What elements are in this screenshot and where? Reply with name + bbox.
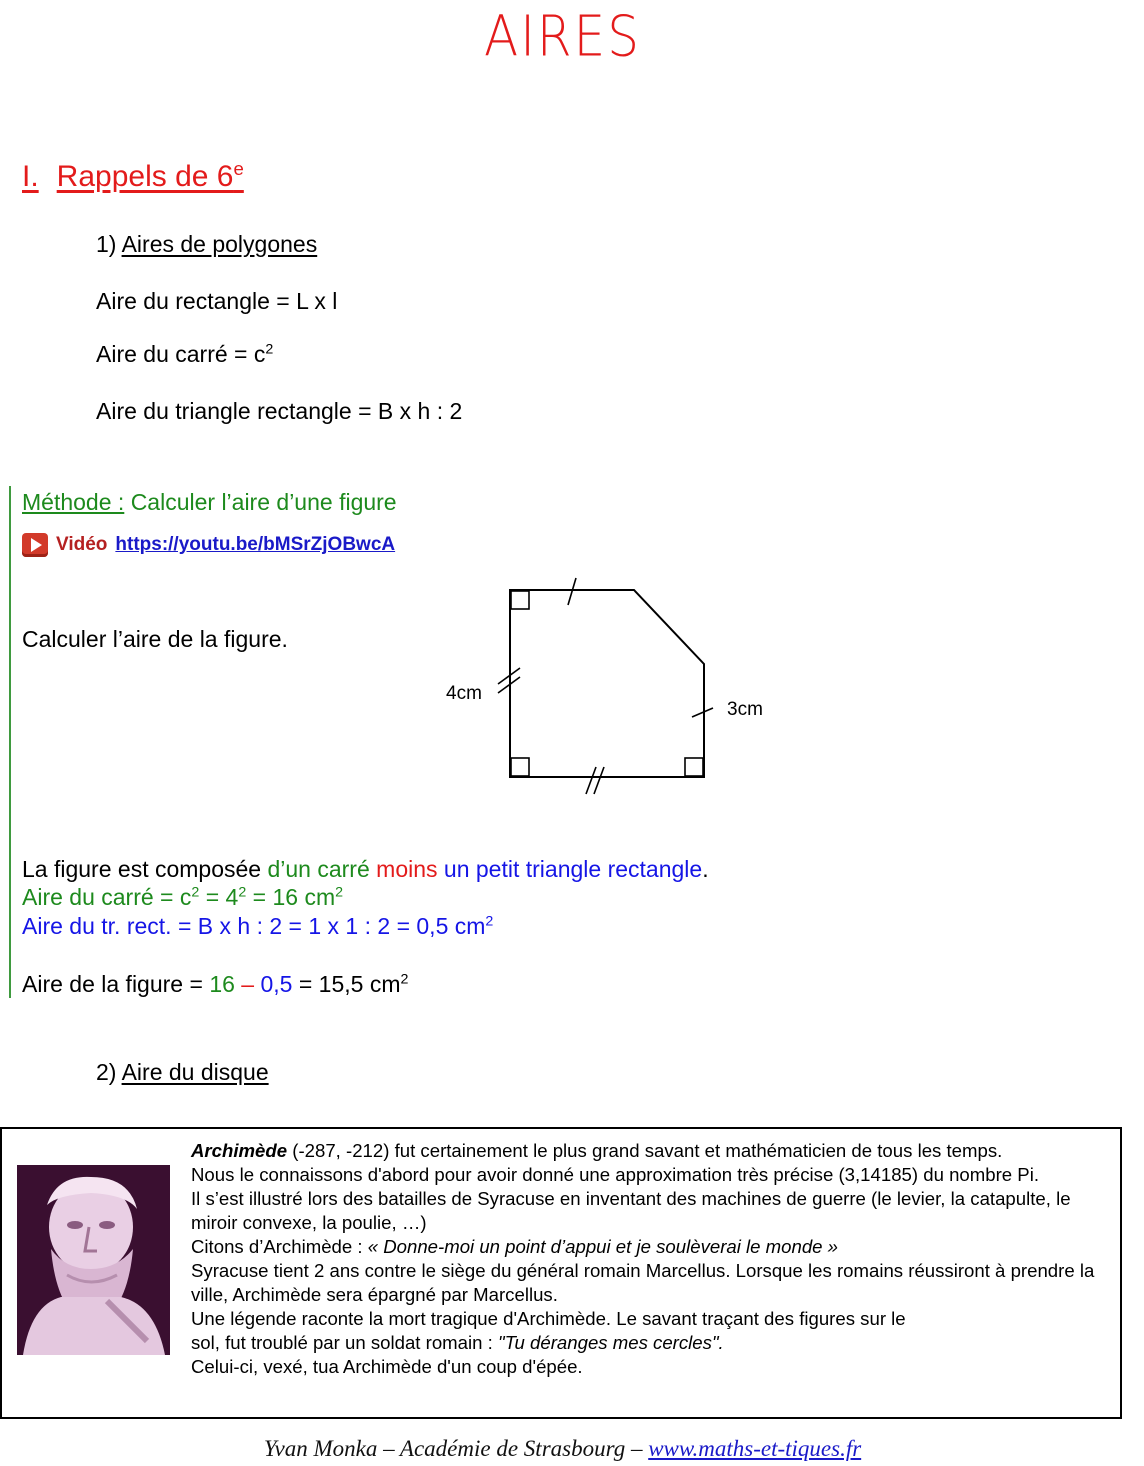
square-area-line xyxy=(22,884,343,911)
square-area-text-a: Aire du carré = c xyxy=(22,884,192,910)
archimede-p1 xyxy=(191,1139,1116,1163)
section-title: Rappels de 6 xyxy=(56,160,234,193)
result-triangle-value: 0,5 xyxy=(260,971,293,997)
method-margin-bar xyxy=(9,486,11,998)
tick-mark-top xyxy=(568,578,576,605)
square-area-text-b: = 4 xyxy=(199,884,239,910)
formula-rectangle: Aire du rectangle = L x l xyxy=(96,288,338,314)
composition-minus: moins xyxy=(376,856,438,882)
archimede-text xyxy=(191,1139,1116,1379)
archimede-p6a: Une légende raconte la mort tragique d'Archimède. Le savant traçant des figures sur le xyxy=(191,1308,906,1329)
formula-square-text: Aire du carré = c xyxy=(96,341,266,367)
footer-site-link[interactable]: www.maths-et-tiques.fr xyxy=(648,1436,862,1461)
formula-square xyxy=(96,341,273,368)
result-text-a: Aire de la figure = xyxy=(22,971,210,997)
archimede-p6b xyxy=(191,1331,1116,1355)
archimede-p5: Syracuse tient 2 ans contre le siège du général romain Marcellus. Lorsque les romains réussiront à prendre la ville, Archimède sera épargné par Marcellus. xyxy=(191,1260,1095,1305)
formula-square-sup: 2 xyxy=(265,341,274,358)
formula-triangle: Aire du triangle rectangle = B x h : 2 xyxy=(96,398,463,424)
archimede-p4-text: Citons d’Archimède : xyxy=(191,1236,368,1257)
right-angle-marker-bottom-right xyxy=(685,758,703,776)
composition-line xyxy=(22,856,709,883)
composition-triangle: un petit triangle rectangle xyxy=(443,856,703,882)
square-area-sup-3: 2 xyxy=(335,884,344,901)
result-minus: – xyxy=(234,971,261,997)
method-label: Méthode : xyxy=(22,489,125,515)
subsection-disque xyxy=(96,1059,269,1086)
archimede-p2: Nous le connaissons d'abord pour avoir donné une approximation très précise (3,14185) du nombre Pi. xyxy=(191,1164,1040,1185)
figure-label-right: 3cm xyxy=(727,699,763,720)
polygon-outline xyxy=(510,590,704,777)
subsection-polygones xyxy=(96,231,317,258)
composition-end: . xyxy=(702,856,709,882)
method-title: Calculer l’aire d’une figure xyxy=(130,489,397,515)
square-area-sup-1: 2 xyxy=(191,884,200,901)
method-heading xyxy=(22,489,397,516)
subsection-title: Aires de polygones xyxy=(121,231,318,257)
video-label: Vidéo xyxy=(56,534,108,555)
subsection-number: 1) xyxy=(96,231,117,257)
polygon-figure xyxy=(430,572,790,802)
result-sup: 2 xyxy=(400,971,409,988)
section-number: I. xyxy=(22,160,39,193)
result-square-value: 16 xyxy=(209,971,235,997)
footer-text: Yvan Monka – Académie de Strasbourg – xyxy=(263,1436,649,1461)
archimede-quote-2: "Tu déranges mes cercles". xyxy=(497,1332,724,1353)
right-angle-marker-bottom-left xyxy=(511,758,529,776)
right-angle-marker-top-left xyxy=(511,591,529,609)
archimede-name: Archimède xyxy=(191,1140,288,1161)
triangle-area-text: Aire du tr. rect. = B x h : 2 = 1 x 1 : 2 = 0,5 cm xyxy=(22,913,486,939)
subsection-2-title: Aire du disque xyxy=(121,1059,269,1085)
result-text-b: = 15,5 cm xyxy=(292,971,401,997)
archimede-p4 xyxy=(191,1235,1116,1259)
play-icon[interactable] xyxy=(22,533,48,557)
section-title-sup: e xyxy=(233,157,244,179)
method-instruction: Calculer l’aire de la figure. xyxy=(22,626,288,652)
archimede-p6b-text: sol, fut troublé par un soldat romain : xyxy=(191,1332,498,1353)
triangle-area-sup: 2 xyxy=(485,913,494,930)
triangle-area-line xyxy=(22,913,493,940)
result-line xyxy=(22,971,408,998)
composition-square: d’un carré xyxy=(267,856,370,882)
square-area-sup-2: 2 xyxy=(238,884,247,901)
square-area-text-c: = 16 cm xyxy=(246,884,336,910)
section-heading xyxy=(22,157,244,194)
page-title: AIRES xyxy=(483,4,642,69)
archimede-p3: Il s’est illustré lors des batailles de Syracuse en inventant des machines de guerre (le levier, la catapulte, le miroir convexe, la poulie, …) xyxy=(191,1188,1071,1233)
archimede-quote-1: « Donne-moi un point d’appui et je soulèverai le monde » xyxy=(367,1236,839,1257)
footer xyxy=(0,1436,1125,1462)
archimede-p7: Celui-ci, vexé, tua Archimède d'un coup d'épée. xyxy=(191,1356,583,1377)
video-link[interactable]: https://youtu.be/bMSrZjOBwcA xyxy=(115,534,396,555)
figure-label-left: 4cm xyxy=(446,683,482,704)
tick-mark-right xyxy=(692,708,713,717)
video-row xyxy=(22,532,395,558)
subsection-2-number: 2) xyxy=(96,1059,117,1085)
double-tick-mark-bottom-2 xyxy=(594,767,604,794)
archimedes-portrait-icon xyxy=(17,1165,170,1355)
archimede-p1-text: (-287, -212) fut certainement le plus grand savant et mathématicien de tous les temps. xyxy=(287,1140,1003,1161)
composition-intro: La figure est composée xyxy=(22,856,262,882)
double-tick-mark-bottom-1 xyxy=(586,767,596,794)
